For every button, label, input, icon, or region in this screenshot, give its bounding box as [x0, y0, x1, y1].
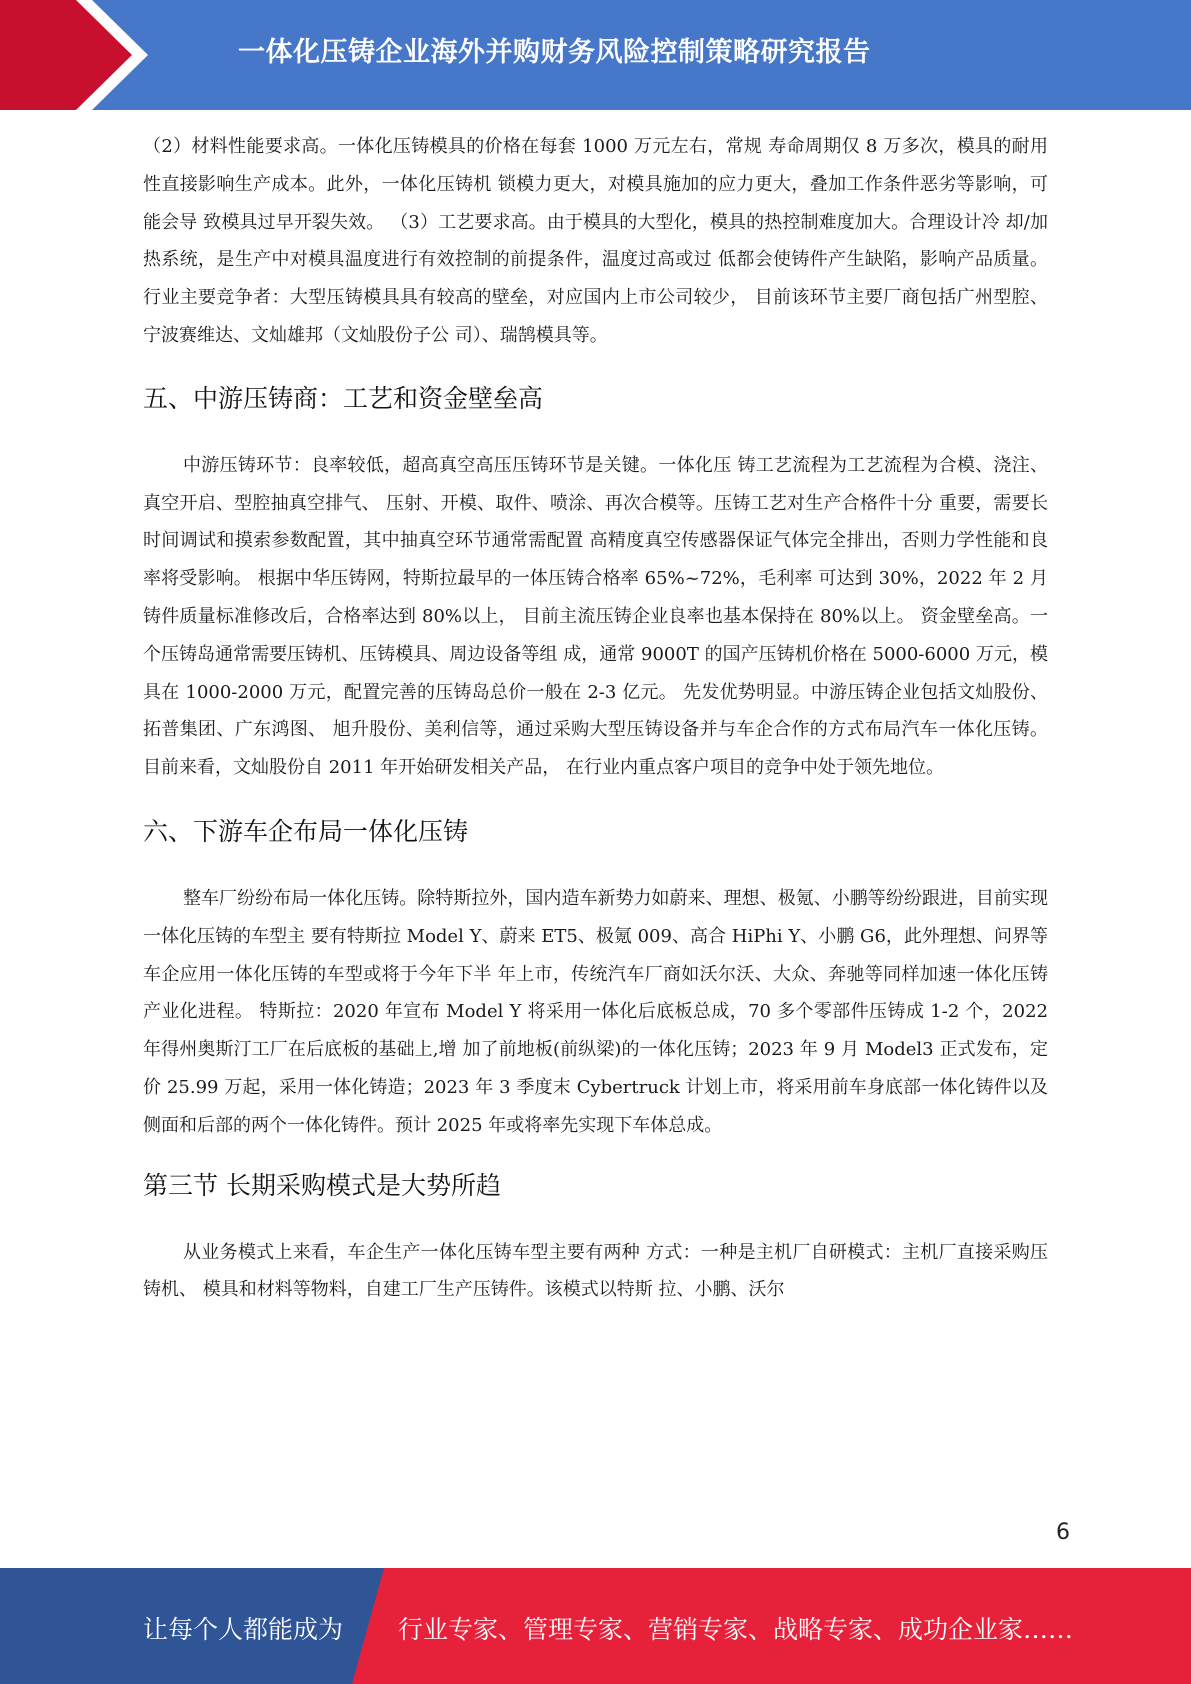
page-header — [0, 0, 1191, 110]
section-heading-midstream: 五、中游压铸商：工艺和资金壁垒高 — [143, 383, 544, 413]
page-number: 6 — [1056, 1520, 1070, 1545]
section-heading-downstream: 六、下游车企布局一体化压铸 — [143, 816, 469, 846]
document-title: 一体化压铸企业海外并购财务风险控制策略研究报告 — [238, 37, 871, 68]
paragraph-mold-requirements: （2）材料性能要求高。一体化压铸模具的价格在每套 1000 万元左右，常规 寿命周期仅 8 万多次，模具的耐用性直接影响生产成本。此外，一体化压铸机 锁模力更大，对模具施加的应力更大，叠加工作条件恶劣等影响，可能会导 致模具过早开裂失效。 （3）工艺要求高。由于模具的大型化，模具的热控制难度加大。合理设计冷 却/加热系统，是生产中对模具温度进行有效控制的前提条件，温度过高或过 低都会使铸件产生缺陷，影响产品质量。 行业主要竞争者：大型压铸模具具有较高的壁垒，对应国内上市公司较少， 目前该环节主要厂商包括广州型腔、宁波赛维达、文灿雄邦（文灿股份子公 司）、瑞鹄模具等。 — [143, 136, 1048, 346]
footer-slogan-right: 行业专家、管理专家、营销专家、战略专家、成功企业家…… — [398, 1615, 1074, 1644]
page-content — [143, 128, 1048, 1309]
section-heading-procurement: 第三节 长期采购模式是大势所趋 — [143, 1170, 501, 1200]
footer-slogan-left: 让每个人都能成为 — [143, 1615, 344, 1644]
paragraph-downstream: 整车厂纷纷布局一体化压铸。除特斯拉外，国内造车新势力如蔚来、理想、极氪、小鹏等纷纷跟进，目前实现一体化压铸的车型主 要有特斯拉 Model Y、蔚来 ET5、极氪 009、高合 HiPhi Y、小鹏 G6，此外理想、问界等车企应用一体化压铸的车型或将于今年下半 年上市，传统汽车厂商如沃尔沃、大众、奔驰等同样加速一体化压铸产业化进程。 特斯拉：2020 年宣布 Model Y 将采用一体化后底板总成，70 多个零部件压铸成 1-2 个，2022 年得州奥斯汀工厂在后底板的基础上,增 加了前地板(前纵梁)的一体化压铸；2023 年 9 月 Model3 正式发布，定价 25.99 万起，采用一体化铸造；2023 年 3 季度末 Cybertruck 计划上市，将采用前车身底部一体化铸件以及侧面和后部的两个一体化铸件。预计 2025 年或将率先实现下车体总成。 — [143, 887, 1048, 1136]
paragraph-business-model: 从业务模式上来看，车企生产一体化压铸车型主要有两种 方式：一种是主机厂自研模式：主机厂直接采购压铸机、 模具和材料等物料，自建工厂生产压铸件。该模式以特斯 拉、小鹏、沃尔 — [143, 1241, 1048, 1301]
paragraph-midstream: 中游压铸环节：良率较低，超高真空高压压铸环节是关键。一体化压 铸工艺流程为工艺流程为合模、浇注、真空开启、型腔抽真空排气、 压射、开模、取件、喷涂、再次合模等。压铸工艺对生产合格件十分 重要，需要长时间调试和摸索参数配置，其中抽真空环节通常需配置 高精度真空传感器保证气体完全排出，否则力学性能和良率将受影响。 根据中华压铸网，特斯拉最早的一体压铸合格率 65%~72%，毛利率 可达到 30%，2022 年 2 月铸件质量标准修改后，合格率达到 80%以上， 目前主流压铸企业良率也基本保持在 80%以上。 资金壁垒高。一个压铸岛通常需要压铸机、压铸模具、周边设备等组 成，通常 9000T 的国产压铸机价格在 5000-6000 万元，模具在 1000-2000 万元，配置完善的压铸岛总价一般在 2-3 亿元。 先发优势明显。中游压铸企业包括文灿股份、拓普集团、广东鸿图、 旭升股份、美利信等，通过采购大型压铸设备并与车企合作的方式布局汽车一体化压铸。目前来看，文灿股份自 2011 年开始研发相关产品， 在行业内重点客户项目的竞争中处于领先地位。 — [143, 454, 1048, 779]
page-footer — [0, 1568, 1191, 1684]
